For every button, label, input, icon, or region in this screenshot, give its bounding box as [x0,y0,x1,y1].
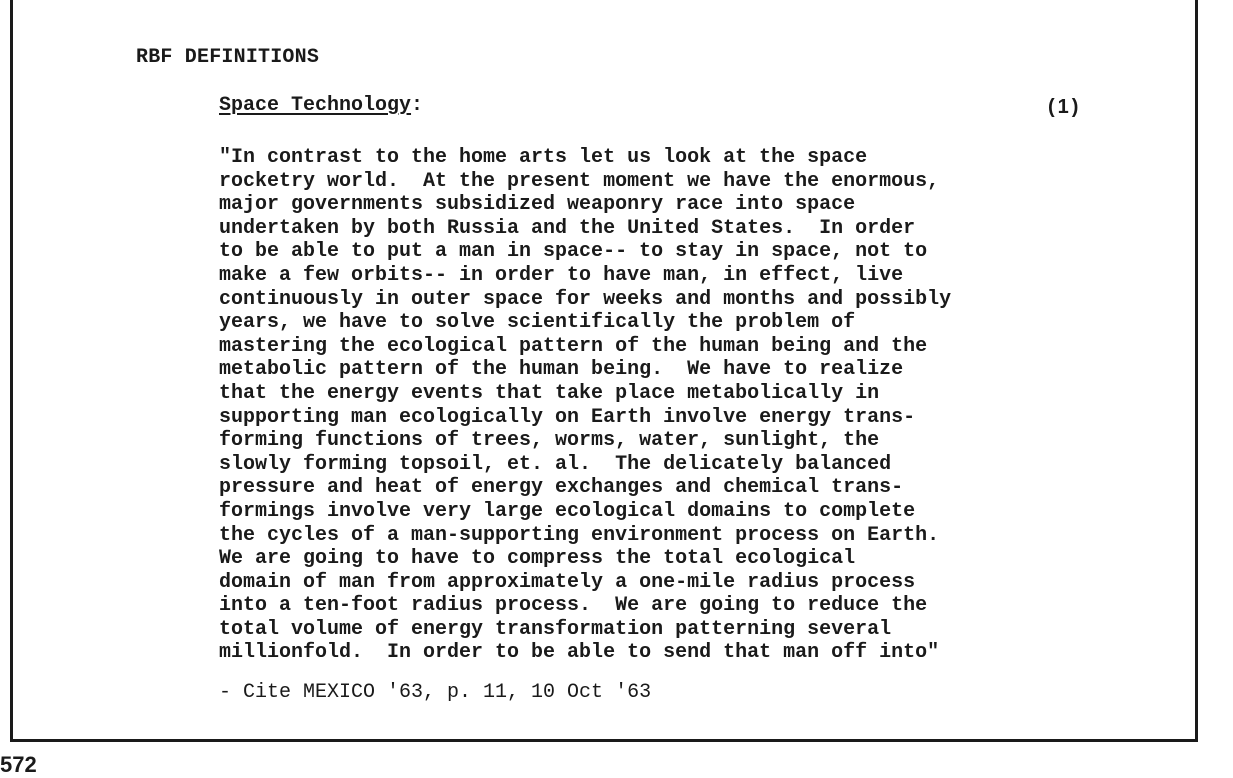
quote-line: pressure and heat of energy exchanges and chemical trans- [219,476,904,500]
quote-line: "In contrast to the home arts let us look at the space [219,146,868,169]
quote-line: slowly forming topsoil, et. al. The delicately balanced [219,452,892,476]
card-number: (1) [1048,96,1082,118]
quote-line: into a ten-foot radius process. We are going to reduce the [219,594,928,618]
card-heading: RBF DEFINITIONS [136,46,320,69]
quote-line: formings involve very large ecological domains to complete [219,499,916,523]
quote-line: to be able to put a man in space-- to stay in space, not to [219,240,928,264]
subject-colon: : [411,94,424,117]
quote-body [219,146,1099,665]
quote-line: that the energy events that take place metabolically in [219,381,880,405]
quote-line: mastering the ecological pattern of the human being and the [219,334,928,358]
quote-line: continuously in outer space for weeks and months and possibly [219,287,952,311]
subject-title: Space Technology [219,94,412,117]
quote-line: undertaken by both Russia and the United States. In order [219,216,916,240]
quote-line: forming functions of trees, worms, water, sunlight, the [219,429,880,453]
quote-line: rocketry world. At the present moment we have the enormous, [219,169,940,193]
quote-line: metabolic pattern of the human being. We have to realize [219,358,904,382]
quote-line: years, we have to solve scientifically the problem of [219,311,856,335]
quote-line: major governments subsidized weaponry race into space [219,193,856,217]
citation: - Cite MEXICO '63, p. 11, 10 Oct '63 [219,681,652,704]
quote-line: the cycles of a man-supporting environment process on Earth. [219,523,940,547]
quote-line: supporting man ecologically on Earth involve energy trans- [219,405,916,429]
quote-line: We are going to have to compress the total ecological [219,547,856,571]
quote-line: make a few orbits-- in order to have man, in effect, live [219,263,904,287]
quote-line: millionfold. In order to be able to send that man off into" [219,641,940,665]
subject-heading [219,94,423,117]
page-number: 572 [0,752,37,777]
quote-line: domain of man from approximately a one-mile radius process [219,570,916,594]
quote-line: total volume of energy transformation patterning several [219,617,892,641]
definition-card [10,0,1198,742]
